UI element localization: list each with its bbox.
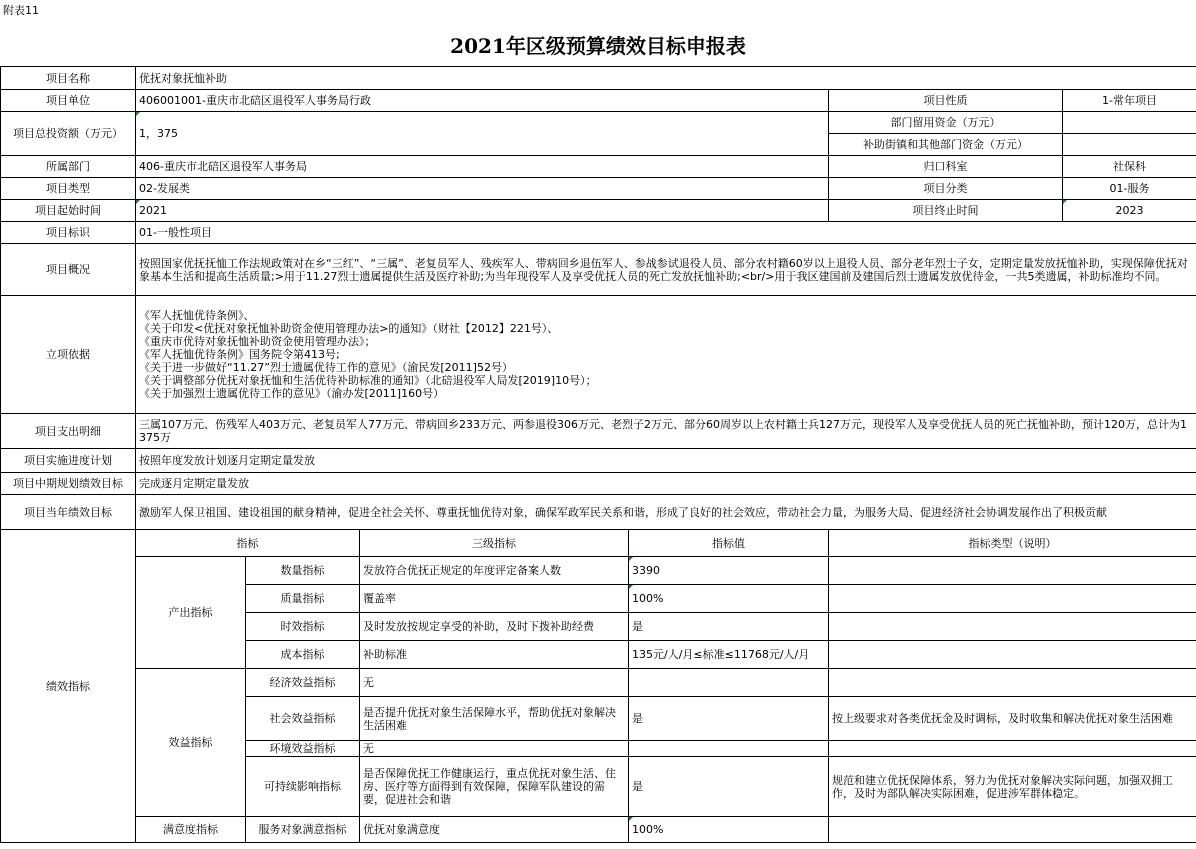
category-value: 01-服务 [1063,178,1196,200]
indicator-note [829,557,1196,585]
indicator-note [829,741,1196,757]
retained-funds-value [1063,112,1196,134]
mid-goal-value: 完成逐月定期定量发放 [136,473,1196,495]
end-label: 项目终止时间 [829,200,1063,222]
basis-line: 《重庆市优待对象抚恤补助资金使用管理办法》； [139,335,376,348]
sub-indicator: 服务对象满意指标 [246,817,360,843]
basis-line: 《关于加强烈士遗属优待工作的意见》（渝办发[2011]160号） [139,387,445,400]
basis-line: 《军人抚恤优待条例》国务院令第413号; [139,348,340,361]
total-invest-value: 1，375 [136,112,829,156]
perf-header-indicator: 指标 [136,530,360,557]
sub-indicator: 环境效益指标 [246,741,360,757]
office-value: 社保科 [1063,156,1196,178]
level3-indicator: 是否提升优抚对象生活保障水平，帮助优抚对象解决生活困难 [360,697,629,741]
detail-label: 项目支出明细 [1,414,136,449]
overview-value: 按照国家优抚抚恤工作法规政策对在乡“三红”、“三属”、老复员军人、残疾军人、带病回乡退伍军人、参战参试退役人员、部分农村籍60岁以上退役人员、部分老年烈士子女，定期定量发放抚恤补助，实现保障优抚对象基本生活和提高生活质量;>用于11.27烈士遗属提供生活及医疗补助;为当年现役军人及享受优抚人员的死亡发放抚恤补助;<br/>用于我区建国前及建国后烈士遗属发放优待金，一共5类遗属，补助标准均不同。 [136,244,1196,296]
sub-indicator: 时效指标 [246,613,360,641]
indicator-value [629,741,829,757]
level3-indicator: 及时发放按规定享受的补助，及时下拨补助经费 [360,613,629,641]
project-unit-label: 项目单位 [1,90,136,112]
indicator-note [829,585,1196,613]
plan-value: 按照年度发放计划逐月定期定量发放 [136,449,1196,473]
level3-indicator: 优抚对象满意度 [360,817,629,843]
level3-indicator: 覆盖率 [360,585,629,613]
basis-label: 立项依据 [1,296,136,414]
mark-label: 项目标识 [1,222,136,244]
indicator-note [829,641,1196,669]
level3-indicator: 发放符合优抚正规定的年度评定备案人数 [360,557,629,585]
indicator-note [829,669,1196,697]
subsidy-funds-label: 补助街镇和其他部门资金（万元） [829,134,1063,156]
perf-header-note: 指标类型（说明） [829,530,1196,557]
start-label: 项目起始时间 [1,200,136,222]
project-name-value: 优抚对象抚恤补助 [136,67,1196,90]
total-invest-label: 项目总投资额（万元） [1,112,136,156]
attachment-label: 附表11 [3,4,39,17]
level3-indicator: 是否保障优抚工作健康运行，重点优抚对象生活、住房、医疗等方面得到有效保障，保障军队建设的需要，促进社会和谐 [360,757,629,817]
indicator-value: 135元/人/月≤标准≤11768元/人/月 [629,641,829,669]
basis-line: 《关于进一步做好“11.27”烈士遗属优待工作的意见》（渝民发[2011]52号） [139,361,513,374]
subsidy-funds-value [1063,134,1196,156]
indicator-value: 是 [629,697,829,741]
year-goal-value: 激励军人保卫祖国、建设祖国的献身精神，促进全社会关怀、尊重抚恤优待对象，确保军政军民关系和谐，形成了良好的社会效应，带动社会力量，为服务大局、促进经济社会协调发展作出了积极贡献 [136,495,1196,530]
indicator-value: 100% [629,817,829,843]
end-value: 2023 [1063,200,1196,222]
level3-indicator: 补助标准 [360,641,629,669]
indicator-note [829,817,1196,843]
category-label: 项目分类 [829,178,1063,200]
mark-value: 01-一般性项目 [136,222,1196,244]
sub-indicator: 数量指标 [246,557,360,585]
perf-header-level3: 三级指标 [360,530,629,557]
indicator-note: 规范和建立优抚保障体系，努力为优抚对象解决实际问题，加强双拥工作，及时为部队解决实际困难，促进涉军群体稳定。 [829,757,1196,817]
indicator-value [629,669,829,697]
indicator-value: 3390 [629,557,829,585]
indicator-value: 是 [629,613,829,641]
indicator-note: 按上级要求对各类优抚金及时调标，及时收集和解决优抚对象生活困难 [829,697,1196,741]
basis-line: 《军人抚恤优待条例》、 [139,309,255,322]
project-name-label: 项目名称 [1,67,136,90]
indicator-note [829,613,1196,641]
retained-funds-label: 部门留用资金（万元） [829,112,1063,134]
office-label: 归口科室 [829,156,1063,178]
plan-label: 项目实施进度计划 [1,449,136,473]
benefit-indicator-label: 效益指标 [136,669,246,817]
department-label: 所属部门 [1,156,136,178]
sub-indicator: 经济效益指标 [246,669,360,697]
sub-indicator: 成本指标 [246,641,360,669]
type-label: 项目类型 [1,178,136,200]
overview-label: 项目概况 [1,244,136,296]
sub-indicator: 质量指标 [246,585,360,613]
indicator-value: 是 [629,757,829,817]
year-goal-label: 项目当年绩效目标 [1,495,136,530]
start-value: 2021 [136,200,829,222]
level3-indicator: 无 [360,669,629,697]
project-nature-value: 1-常年项目 [1063,90,1196,112]
level3-indicator: 无 [360,741,629,757]
perf-label: 绩效指标 [1,530,136,843]
type-value: 02-发展类 [136,178,829,200]
department-value: 406-重庆市北碚区退役军人事务局 [136,156,829,178]
sub-indicator: 社会效益指标 [246,697,360,741]
sub-indicator: 可持续影响指标 [246,757,360,817]
perf-header-value: 指标值 [629,530,829,557]
basis-line: 《关于调整部分优抚对象抚恤和生活优待补助标准的通知》（北碚退役军人局发[2019]10号）； [139,374,597,387]
page-title: 2021年区级预算绩效目标申报表 [450,34,746,58]
basis-value [136,296,1196,414]
budget-form-table [0,66,1196,843]
output-indicator-label: 产出指标 [136,557,246,669]
detail-value: 三属107万元、伤残军人403万元、老复员军人77万元、带病回乡233万元、两参退役306万元、老烈子2万元、部分60周岁以上农村籍士兵127万元，现役军人及享受优抚人员的死亡抚恤补助，预计120万，总计为1375万 [136,414,1196,449]
indicator-value: 100% [629,585,829,613]
project-nature-label: 项目性质 [829,90,1063,112]
satisfaction-indicator-label: 满意度指标 [136,817,246,843]
basis-line: 《关于印发<优抚对象抚恤补助资金使用管理办法>的通知》（财社【2012】221号）、 [139,322,559,335]
project-unit-value: 406001001-重庆市北碚区退役军人事务局行政 [136,90,829,112]
mid-goal-label: 项目中期规划绩效目标 [1,473,136,495]
